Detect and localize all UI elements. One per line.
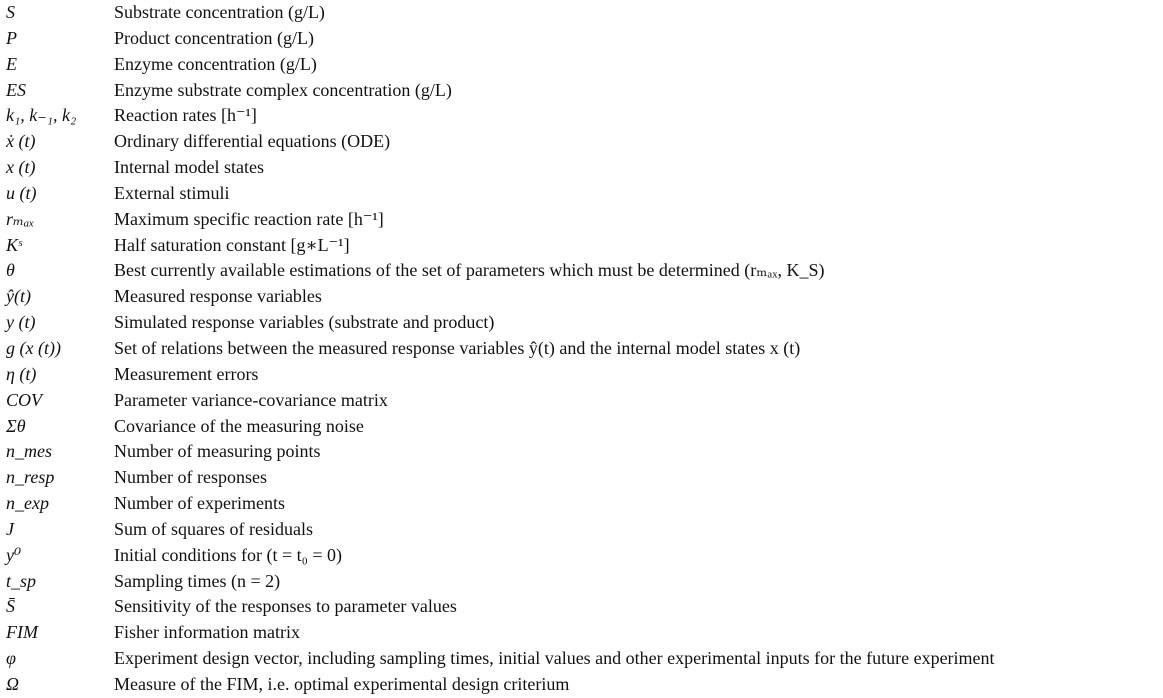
glossary-symbol: Σθ <box>6 415 26 436</box>
glossary-description: Reaction rates [h⁻¹] <box>114 105 257 126</box>
glossary-symbol: η (t) <box>6 363 37 384</box>
glossary-row <box>6 78 1163 104</box>
glossary-row <box>6 155 1163 181</box>
glossary-row <box>6 207 1163 233</box>
symbol-glossary <box>6 0 1163 698</box>
glossary-description: Simulated response variables (substrate and product) <box>114 312 495 333</box>
glossary-symbol: P <box>6 27 17 48</box>
glossary-symbol: y⁰ <box>6 544 22 565</box>
glossary-row <box>6 543 1163 569</box>
glossary-description: Measured response variables <box>114 286 322 307</box>
glossary-row <box>6 646 1163 672</box>
glossary-description: Product concentration (g/L) <box>114 27 314 48</box>
glossary-description: Covariance of the measuring noise <box>114 415 364 436</box>
glossary-symbol: φ <box>6 648 16 669</box>
glossary-description: Sensitivity of the responses to parameter values <box>114 596 457 617</box>
glossary-symbol: Ω <box>6 673 20 694</box>
glossary-symbol: rₘₐₓ <box>6 208 35 229</box>
glossary-description: External stimuli <box>114 182 230 203</box>
glossary-description: Substrate concentration (g/L) <box>114 2 325 22</box>
glossary-description: Best currently available estimations of the set of parameters which must be determined (rₘₐₓ, K_S) <box>114 260 825 281</box>
glossary-row <box>6 103 1163 129</box>
glossary-row <box>6 129 1163 155</box>
glossary-row <box>6 258 1163 284</box>
glossary-description: Enzyme concentration (g/L) <box>114 53 317 74</box>
glossary-row <box>6 310 1163 336</box>
glossary-symbol: S <box>6 2 15 22</box>
glossary-description: Internal model states <box>114 157 264 178</box>
glossary-symbol: g (x (t)) <box>6 337 61 358</box>
glossary-row <box>6 233 1163 259</box>
glossary-row <box>6 594 1163 620</box>
glossary-symbol: θ <box>6 260 15 281</box>
glossary-symbol: COV <box>6 389 42 410</box>
glossary-symbol: k₁, k₋₁, k₂ <box>6 105 77 126</box>
glossary-description: Number of responses <box>114 467 267 488</box>
glossary-symbol: E <box>6 53 17 74</box>
glossary-row <box>6 362 1163 388</box>
glossary-row <box>6 181 1163 207</box>
glossary-row <box>6 284 1163 310</box>
glossary-symbol: n_mes <box>6 441 52 462</box>
glossary-symbol: S̄ <box>6 596 15 617</box>
glossary-description: Experiment design vector, including sampling times, initial values and other experimental inputs for the future experiment <box>114 648 995 669</box>
glossary-symbol: n_exp <box>6 493 49 514</box>
glossary-symbol: x (t) <box>6 157 36 178</box>
glossary-row <box>6 336 1163 362</box>
glossary-description: Parameter variance-covariance matrix <box>114 389 388 410</box>
glossary-description: Sum of squares of residuals <box>114 518 313 539</box>
glossary-symbol: J <box>6 518 14 539</box>
glossary-row <box>6 26 1163 52</box>
glossary-row <box>6 569 1163 595</box>
glossary-description: Ordinary differential equations (ODE) <box>114 131 391 152</box>
glossary-description: Measure of the FIM, i.e. optimal experimental design criterium <box>114 673 570 694</box>
glossary-symbol: u (t) <box>6 182 37 203</box>
glossary-description: Fisher information matrix <box>114 622 300 643</box>
glossary-row <box>6 414 1163 440</box>
glossary-row <box>6 439 1163 465</box>
glossary-symbol: t_sp <box>6 570 37 591</box>
glossary-row <box>6 0 1163 26</box>
glossary-row <box>6 388 1163 414</box>
glossary-description: Maximum specific reaction rate [h⁻¹] <box>114 208 384 229</box>
glossary-symbol: FIM <box>6 622 38 643</box>
glossary-symbol: y (t) <box>6 312 36 333</box>
glossary-symbol: ẋ (t) <box>6 131 36 152</box>
glossary-row <box>6 672 1163 698</box>
glossary-description: Number of experiments <box>114 493 285 514</box>
glossary-row <box>6 465 1163 491</box>
glossary-description: Measurement errors <box>114 363 259 384</box>
glossary-symbol: n_resp <box>6 467 55 488</box>
glossary-description: Set of relations between the measured response variables ŷ(t) and the internal model states x (t) <box>114 337 801 358</box>
glossary-row <box>6 491 1163 517</box>
glossary-description: Number of measuring points <box>114 441 321 462</box>
glossary-row <box>6 52 1163 78</box>
glossary-row <box>6 517 1163 543</box>
glossary-symbol: Kˢ <box>6 234 22 255</box>
glossary-description: Half saturation constant [g∗L⁻¹] <box>114 234 350 255</box>
glossary-row <box>6 620 1163 646</box>
glossary-description: Initial conditions for (t = t₀ = 0) <box>114 544 343 565</box>
glossary-description: Enzyme substrate complex concentration (g/L) <box>114 79 452 100</box>
glossary-symbol: ŷ(t) <box>6 286 31 307</box>
glossary-symbol: ES <box>6 79 26 100</box>
glossary-description: Sampling times (n = 2) <box>114 570 281 591</box>
